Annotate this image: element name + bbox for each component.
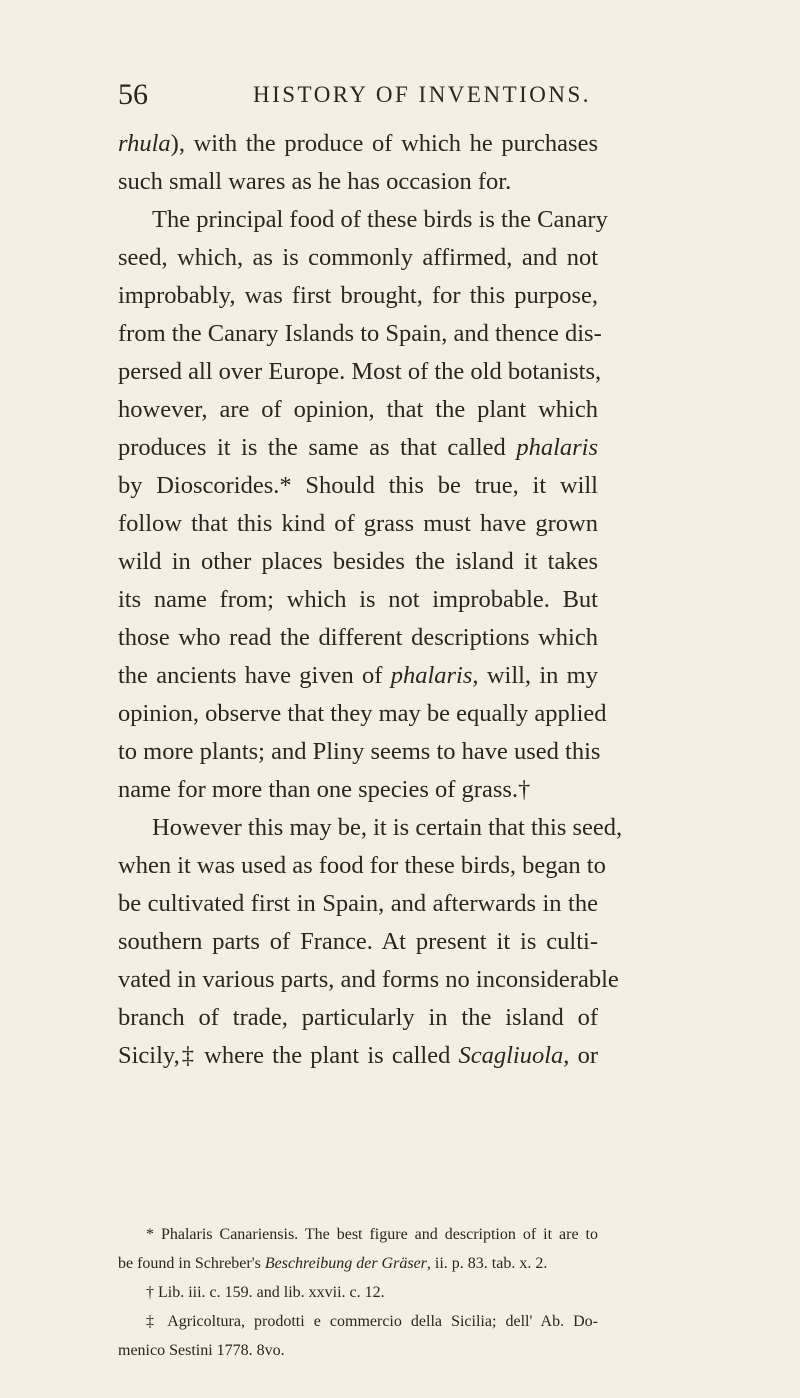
body-text [118,125,623,1075]
emphasis: Beschreibung der Gräser [264,1255,427,1272]
text-line: produces it is the same as that called phalaris [118,434,598,461]
footnote-3-cont: menico Sestini 1778. 8vo. [118,1342,285,1359]
text-line: opinion, observe that they may be equally applied [118,700,607,727]
text-line: from the Canary Islands to Spain, and thence dis- [118,320,602,347]
emphasis: rhula [118,130,171,157]
footnote-2: † Lib. iii. c. 159. and lib. xxvii. c. 12. [146,1284,385,1301]
text-line: be cultivated first in Spain, and afterwards in the [118,890,598,917]
footnote-1: * Phalaris Canariensis. The best figure and description of it are to [146,1226,598,1243]
text-line: vated in various parts, and forms no inconsiderable [118,966,619,993]
text-line: by Dioscorides.* Should this be true, it will [118,472,598,499]
text-line: those who read the different descriptions which [118,624,598,651]
text-line: However this may be, it is certain that this seed, [152,814,623,841]
text-line: such small wares as he has occasion for. [118,168,512,195]
emphasis: phalaris [516,434,598,461]
emphasis: phalaris [390,662,473,689]
text-line: however, are of opinion, that the plant which [118,396,598,423]
running-title: HISTORY OF INVENTIONS. [253,82,592,107]
text-line: when it was used as food for these birds, began to [118,852,606,879]
text-line: follow that this kind of grass must have grown [118,510,598,537]
text-line: branch of trade, particularly in the island of [118,1004,598,1031]
text-line: rhula), with the produce of which he purchases [118,130,598,157]
text-line: seed, which, as is commonly affirmed, and not [118,244,598,271]
emphasis: Scagliuola [458,1042,564,1069]
text-line: its name from; which is not improbable. But [118,586,598,613]
text-line: name for more than one species of grass.† [118,776,531,803]
text-line: The principal food of these birds is the Canary [152,206,608,233]
text-line: southern parts of France. At present it is culti- [118,928,598,955]
footnote-1-cont: be found in Schreber's Beschreibung der Gräser, ii. p. 83. tab. x. 2. [118,1255,548,1272]
footnotes [118,1220,598,1365]
text-line: the ancients have given of phalaris, will, in my [118,662,598,689]
page-header [118,78,598,118]
text-line: improbably, was first brought, for this purpose, [118,282,598,309]
text-line: to more plants; and Pliny seems to have used this [118,738,601,765]
page-number: 56 [118,78,148,111]
text-line: persed all over Europe. Most of the old botanists, [118,358,602,385]
footnote-3: ‡ Agricoltura, prodotti e commercio della Sicilia; dell' Ab. Do- [146,1313,598,1330]
text-line: Sicily,‡ where the plant is called Scagliuola, or [118,1042,598,1069]
text-line: wild in other places besides the island it takes [118,548,598,575]
